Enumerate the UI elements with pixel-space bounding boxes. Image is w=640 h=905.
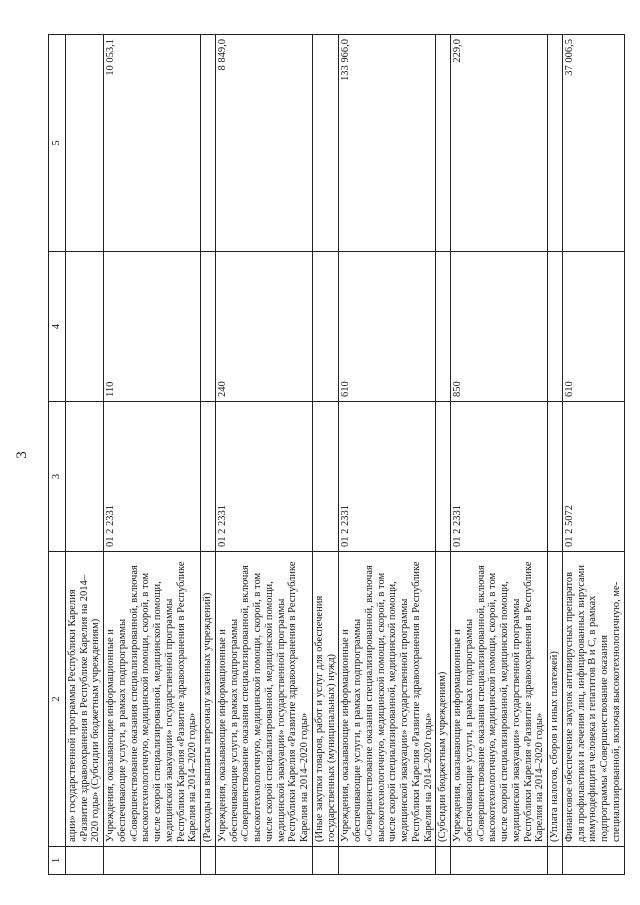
table-row [436,35,451,875]
cell-expense-type: 610 [562,252,624,402]
cell-amount: 133 966,0 [339,35,436,252]
rotated-document-page [10,15,630,895]
cell-expense-type: 240 [215,252,312,402]
cell-expense-type: 610 [339,252,436,402]
cell-expense-type [548,252,563,402]
cell-target-code: 01 2 2331 [104,402,201,552]
cell-amount: 10 053,1 [104,35,201,252]
table-header-row [49,35,66,875]
cell-target-code [65,402,103,552]
cell-index [562,847,624,875]
cell-index [339,847,436,875]
cell-index [65,847,103,875]
cell-target-code: 01 2 2331 [339,402,436,552]
header-col-5: 5 [49,35,66,252]
table-row [339,35,436,875]
header-col-4: 4 [49,252,66,402]
table-row [104,35,201,875]
cell-index [104,847,201,875]
cell-description: (Уплата налогов, сборов и иных платежей) [548,552,563,847]
cell-description: Финансовое обеспечение закупок антивирусных препаратов для профилактики и лечения лиц, инфицированных вирусами иммунодефицита человека и гепатитов В и С, в рамках подпрограммы «Совершенствование оказания специализированной, включая высокотехнологичную, ме- [562,552,624,847]
cell-target-code: 01 2 2331 [215,402,312,552]
cell-description: (Расходы на выплаты персоналу казенных учреждений) [201,552,216,847]
cell-amount [436,35,451,252]
cell-amount: 37 006,5 [562,35,624,252]
header-col-3: 3 [49,402,66,552]
cell-amount: 8 849,0 [215,35,312,252]
cell-description: (Иные закупки товаров, работ и услуг для обеспечения государственных (муниципальных) нужд) [312,552,339,847]
cell-index [215,847,312,875]
cell-expense-type [436,252,451,402]
cell-description: (Субсидии бюджетным учреждениям) [436,552,451,847]
cell-amount [548,35,563,252]
cell-index [548,847,563,875]
table-row [215,35,312,875]
header-col-2: 2 [49,552,66,847]
table-row [201,35,216,875]
cell-target-code: 01 2 5072 [562,402,624,552]
cell-description: Учреждения, оказывающие информационные и обеспечивающие услуги, в рамках подпрограммы «Совершенствование оказания специализированной, включая высокотехнологичную, медицинской помощи, скорой, в том числе скорой специализированной, медицинской помощи, медицинской эвакуации» государственной программы Республики Карелия «Развитие здравоохранения в Республике Карелия на 2014–2020 годы» [339,552,436,847]
cell-target-code [548,402,563,552]
cell-expense-type [65,252,103,402]
cell-expense-type: 110 [104,252,201,402]
cell-index [201,847,216,875]
table-row [562,35,624,875]
budget-table [48,34,625,875]
cell-index [436,847,451,875]
cell-description: Учреждения, оказывающие информационные и обеспечивающие услуги, в рамках подпрограммы «Совершенствование оказания специализированной, включая высокотехнологичную, медицинской помощи, скорой, в том числе скорой специализированной, медицинской помощи, медицинской эвакуации» государственной программы Республики Карелия «Развитие здравоохранения в Республике Карелия на 2014–2020 годы» [451,552,548,847]
table-row [548,35,563,875]
cell-amount: 229,0 [451,35,548,252]
table-row [451,35,548,875]
cell-target-code [436,402,451,552]
cell-amount [65,35,103,252]
header-col-1: 1 [49,847,66,875]
table-row [65,35,103,875]
table-row [312,35,339,875]
cell-amount [201,35,216,252]
cell-index [451,847,548,875]
cell-description: ации» государственной программы Республики Карелия «Развитие здравоохранения в Республике Карелия на 2014–2020 годы» (Субсидии бюджетным учреждениям) [65,552,103,847]
cell-target-code [201,402,216,552]
cell-description: Учреждения, оказывающие информационные и обеспечивающие услуги, в рамках подпрограммы «Совершенствование оказания специализированной, включая высокотехнологичную, медицинской помощи, скорой, в том числе скорой специализированной, медицинской помощи, медицинской эвакуации» государственной программы Республики Карелия «Развитие здравоохранения в Республике Карелия на 2014–2020 годы» [215,552,312,847]
cell-amount [312,35,339,252]
cell-target-code: 01 2 2331 [451,402,548,552]
page-number: 3 [14,451,30,459]
cell-target-code [312,402,339,552]
cell-expense-type: 850 [451,252,548,402]
cell-expense-type [312,252,339,402]
cell-description: Учреждения, оказывающие информационные и обеспечивающие услуги, в рамках подпрограммы «Совершенствование оказания специализированной, включая высокотехнологичную, медицинской помощи, скорой, в том числе скорой специализированной, медицинской помощи, медицинской эвакуации» государственной программы Республики Карелия «Развитие здравоохранения в Республике Карелия на 2014–2020 годы» [104,552,201,847]
cell-expense-type [201,252,216,402]
cell-index [312,847,339,875]
